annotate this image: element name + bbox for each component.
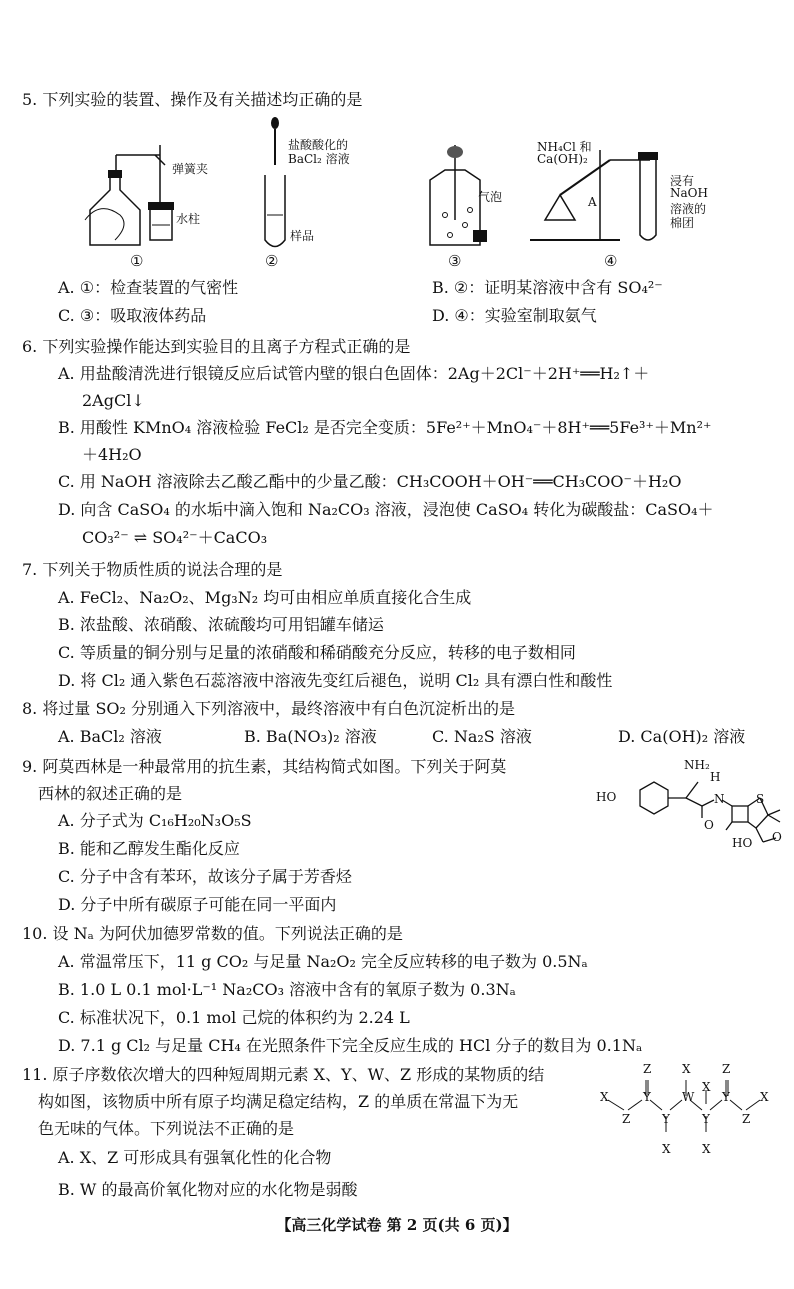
fig-num-2: ② [265,252,279,270]
s-label: S [756,792,765,806]
q11-stem-3: 色无味的气体。下列说法不正确的是 [38,1119,295,1138]
q6-line-a2: 2AgCl↓ [82,391,145,410]
struct-x-4: X [702,1080,711,1094]
q9-stem-1: 9. 阿莫西林是一种最常用的抗生素，其结构简式如图。下列关于阿莫 [22,757,507,776]
struct-x-1: X [600,1090,609,1104]
q6-line-b1: B. 用酸性 KMnO₄ 溶液检验 FeCl₂ 是否完全变质：5Fe²⁺＋MnO₄⁻＋8H⁺══5Fe³⁺＋Mn²⁺ [58,418,712,437]
n-label: N [714,792,725,806]
a-label: A [588,195,597,209]
q5-option-c: C. ③：吸取液体药品 [58,306,207,325]
q9-option-a: A. 分子式为 C₁₆H₂₀N₃O₅S [58,811,252,830]
q10-option-a: A. 常温常压下，11 g CO₂ 与足量 Na₂O₂ 完全反应转移的电子数为 0.5Nₐ [58,952,588,971]
struct-z-2: Z [643,1062,652,1076]
q9-option-c: C. 分子中含有苯环，故该分子属于芳香烃 [58,867,352,886]
struct-y-3: Y [702,1112,710,1126]
naoh-label-3: 溶液的 [670,202,707,216]
struct-z-3: Z [722,1062,731,1076]
q5-stem: 5. 下列实验的装置、操作及有关描述均正确的是 [22,90,363,109]
q9-option-d: D. 分子中所有碳原子可能在同一平面内 [58,895,337,914]
struct-x-3: X [682,1062,691,1076]
struct-z-1: Z [622,1112,631,1126]
q10-option-b: B. 1.0 L 0.1 mol·L⁻¹ Na₂CO₃ 溶液中含有的氧原子数为 0.3Nₐ [58,980,516,999]
q6-line-d2: CO₃²⁻ ⇌ SO₄²⁻＋CaCO₃ [82,528,268,547]
struct-z-4: Z [742,1112,751,1126]
q6-line-a1: A. 用盐酸清洗进行银镜反应后试管内壁的银白色固体：2Ag＋2Cl⁻＋2H⁺══H₂↑＋ [58,364,650,383]
q6-line-b2: ＋4H₂O [82,445,142,464]
bubble-label: 气泡 [478,190,503,204]
h-label: H [710,770,721,784]
q8-option-d: D. Ca(OH)₂ 溶液 [618,727,746,746]
q8-option-b: B. Ba(NO₃)₂ 溶液 [244,727,377,746]
struct-y-1: Y [643,1090,651,1104]
o-label: O [704,818,714,832]
q10-stem: 10. 设 Nₐ 为阿伏加德罗常数的值。下列说法正确的是 [22,924,403,943]
q6-line-c: C. 用 NaOH 溶液除去乙酸乙酯中的少量乙酸：CH₃COOH＋OH⁻══CH₃COO⁻＋H₂O [58,472,682,491]
q10-option-d: D. 7.1 g Cl₂ 与足量 CH₄ 在光照条件下完全反应生成的 HCl 分子的数目为 0.1Nₐ [58,1036,643,1055]
naoh-label-2: NaOH [670,186,708,200]
q5-option-b: B. ②：证明某溶液中含有 SO₄²⁻ [432,278,663,297]
q7-stem: 7. 下列关于物质性质的说法合理的是 [22,560,283,579]
cooh-ho-label: HO [732,836,753,850]
q11-option-a: A. X、Z 可形成具有强氧化性的化合物 [58,1148,332,1167]
fig-num-3: ③ [448,252,462,270]
q7-option-a: A. FeCl₂、Na₂O₂、Mg₃N₂ 均可由相应单质直接化合生成 [58,588,472,607]
q11-stem-2: 构如图，该物质中所有原子均满足稳定结构，Z 的单质在常温下为无 [38,1092,519,1111]
q7-option-c: C. 等质量的铜分别与足量的浓硝酸和稀硝酸充分反应，转移的电子数相同 [58,643,576,662]
struct-x-2: X [662,1142,671,1156]
water-column-label: 水柱 [176,212,201,226]
q6-line-d1: D. 向含 CaSO₄ 的水垢中滴入饱和 Na₂CO₃ 溶液，浸泡使 CaSO₄ 转化为碳酸盐：CaSO₄＋ [58,500,714,519]
q7-option-d: D. 将 Cl₂ 通入紫色石蕊溶液中溶液先变红后褪色，说明 Cl₂ 具有漂白性和酸性 [58,671,613,690]
fig-num-4: ④ [604,252,618,270]
spring-clip-label: 弹簧夹 [172,162,209,176]
q8-option-c: C. Na₂S 溶液 [432,727,532,746]
q11-stem-1: 11. 原子序数依次增大的四种短周期元素 X、Y、W、Z 形成的某物质的结 [22,1065,545,1084]
q9-stem-2: 西林的叙述正确的是 [38,784,183,803]
fig-num-1: ① [130,252,144,270]
sample-label: 样品 [290,229,315,243]
ho-label: HO [596,790,617,804]
reagent-label-1: 盐酸酸化的 [288,138,349,152]
q9-option-b: B. 能和乙醇发生酯化反应 [58,839,240,858]
nh2-label: NH₂ [684,758,710,772]
nh4cl-label-2: Ca(OH)₂ [537,152,588,166]
struct-x-5: X [702,1142,711,1156]
nh4cl-label-1: NH₄Cl 和 [537,140,592,154]
struct-x-6: X [760,1090,769,1104]
q11-option-b: B. W 的最高价氧化物对应的水化物是弱酸 [58,1180,358,1199]
q8-stem: 8. 将过量 SO₂ 分别通入下列溶液中，最终溶液中有白色沉淀析出的是 [22,699,516,718]
q6-stem: 6. 下列实验操作能达到实验目的且离子方程式正确的是 [22,337,411,356]
struct-y-2: Y [662,1112,670,1126]
naoh-label-4: 棉团 [670,216,695,230]
q5-option-a: A. ①：检查装置的气密性 [58,278,239,297]
struct-y-4: Y [722,1090,730,1104]
q8-option-a: A. BaCl₂ 溶液 [58,727,162,746]
reagent-label-2: BaCl₂ 溶液 [288,152,350,166]
q7-option-b: B. 浓盐酸、浓硝酸、浓硫酸均可用铝罐车储运 [58,615,384,634]
q5-option-d: D. ④：实验室制取氨气 [432,306,597,325]
struct-w: W [682,1090,695,1104]
page-footer: 【高三化学试卷 第 2 页(共 6 页)】 [276,1216,518,1234]
cooh-o-label: O [772,830,782,844]
naoh-label-1: 浸有 [670,174,695,188]
q10-option-c: C. 标准状况下，0.1 mol 己烷的体积约为 2.24 L [58,1008,410,1027]
apparatus-1-figure [80,140,210,255]
